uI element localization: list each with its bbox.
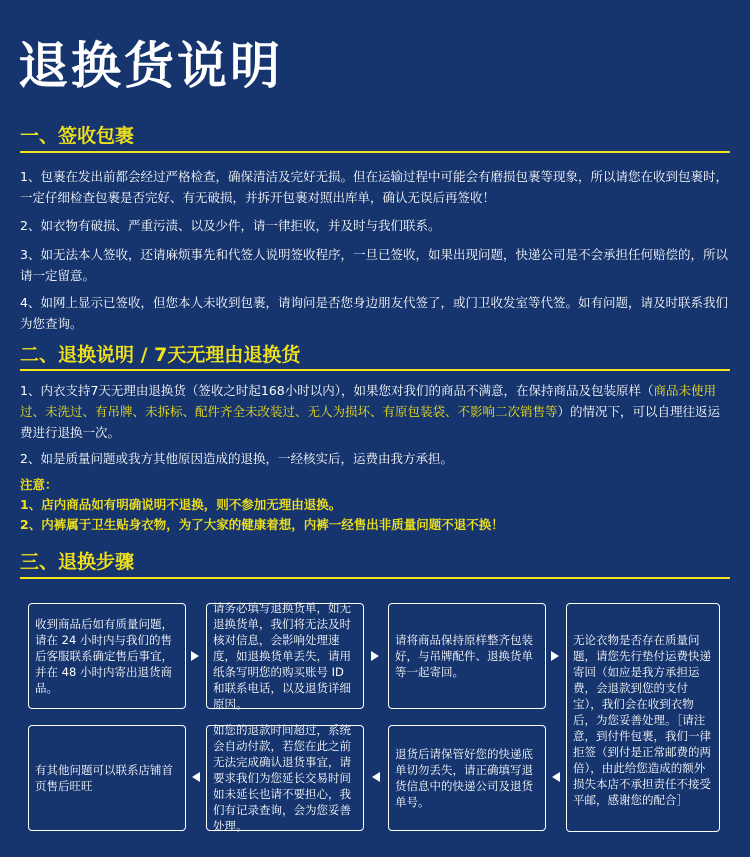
note-item-2: 2、内裤属于卫生贴身衣物，为了大家的健康着想，内裤一经售出非质量问题不退不换！ <box>20 517 504 532</box>
step-box-4 <box>566 603 720 832</box>
sign-paragraph-1: 1、包裹在发出前都会经过严格检查，确保清洁及完好无损。但在运输过程中可能会有磨损包裹等现象，所以请您在收到包裹时，一定仔细检查包裹是否完好、有无破损，并拆开包裹对照出库单，确认无误后再签收！ <box>20 169 728 205</box>
arrow-right-icon <box>191 651 199 661</box>
step-box-5 <box>388 725 546 831</box>
step-box-3 <box>388 603 546 709</box>
note-label: 注意： <box>20 477 58 492</box>
arrow-left-icon <box>552 772 560 782</box>
section-heading-return-policy: 二、退换说明 / 7天无理由退换货 <box>20 344 301 366</box>
arrow-right-icon <box>551 651 559 661</box>
step-box-1 <box>28 603 186 709</box>
step-text-3: 请将商品保持原样整齐包装好，与吊牌配件、退换货单等一起寄回。 <box>395 633 533 679</box>
return-conditions-highlight: 商品未使用过、未洗过、有吊牌、未拆标、配件齐全未改装过、无人为损坏、有原包装袋、不影响二次销售等 <box>20 383 717 419</box>
arrow-left-icon <box>192 772 200 782</box>
step-text-4: 无论衣物是否存在质量问题，请您先行垫付运费快递寄回（如应是我方承担运费，会退款到您的支付宝），我们会在收到衣物后，为您妥善处理。［请注意，到付件包裹，我们一律拒签（到付是正常邮费的两倍），由此给您造成的额外损失本店不承担责任不接受平邮，感谢您的配合］ <box>573 633 711 807</box>
return-paragraph-1 <box>20 380 732 443</box>
section-heading-sign-for-package: 一、签收包裹 <box>20 125 135 147</box>
return-paragraph-2: 2、如是质量问题或我方其他原因造成的退换，一经核实后，运费由我方承担。 <box>20 451 453 466</box>
return-paragraph-1-end: ）的情况下，可以自理往返运费进行退换一次。 <box>20 404 721 440</box>
step-box-2 <box>206 603 364 709</box>
section-heading-return-steps: 三、退换步骤 <box>20 551 135 573</box>
section-divider <box>20 151 730 153</box>
step-text-1: 收到商品后如有质量问题，请在 24 小时内与我们的售后客服联系确定售后事宜，并在 48 小时内寄出退货商品。 <box>35 617 173 695</box>
page-title: 退换货说明 <box>18 37 283 95</box>
note-item-1: 1、店内商品如有明确说明不退换，则不参加无理由退换。 <box>20 497 342 512</box>
sign-paragraph-4: 4、如网上显示已签收，但您本人未收到包裹，请询问是否您身边朋友代签了，或门卫收发室等代签。如有问题，请及时联系我们为您查询。 <box>20 295 728 331</box>
arrow-left-icon <box>372 772 380 782</box>
sign-paragraph-3: 3、如无法本人签收，还请麻烦事先和代签人说明签收程序，一旦已签收，如果出现问题，快递公司是不会承担任何赔偿的，所以请一定留意。 <box>20 247 728 283</box>
sign-paragraph-2: 2、如衣物有破损、严重污渍、以及少件，请一律拒收，并及时与我们联系。 <box>20 218 441 233</box>
step-text-5: 退货后请保管好您的快递底单切勿丢失，请正确填写退货信息中的快递公司及退货单号。 <box>395 747 533 809</box>
step-text-2: 请务必填写退换货单，如无退换货单，我们将无法及时核对信息，会影响处理速度，如退换货单丢失，请用纸条写明您的购买账号 ID 和联系电话，以及退货详细原因。 <box>213 601 351 711</box>
arrow-right-icon <box>371 651 379 661</box>
section-divider <box>20 577 730 579</box>
step-text-6: 如您的退款时间超过，系统会自动付款，若您在此之前无法完成确认退货事宜，请要求我们为您延长交易时间如未延长也请不要担心，我们有记录查询，会为您妥善处理。 <box>213 723 351 833</box>
return-paragraph-1-start: 1、内衣支持7天无理由退换货（签收之时起168小时以内），如果您对我们的商品不满意，在保持商品及包装原样（ <box>20 383 654 398</box>
section-divider <box>20 369 730 371</box>
step-box-7 <box>28 725 186 831</box>
step-box-6 <box>206 725 364 831</box>
step-text-7: 有其他问题可以联系店铺首页售后旺旺 <box>35 763 173 793</box>
